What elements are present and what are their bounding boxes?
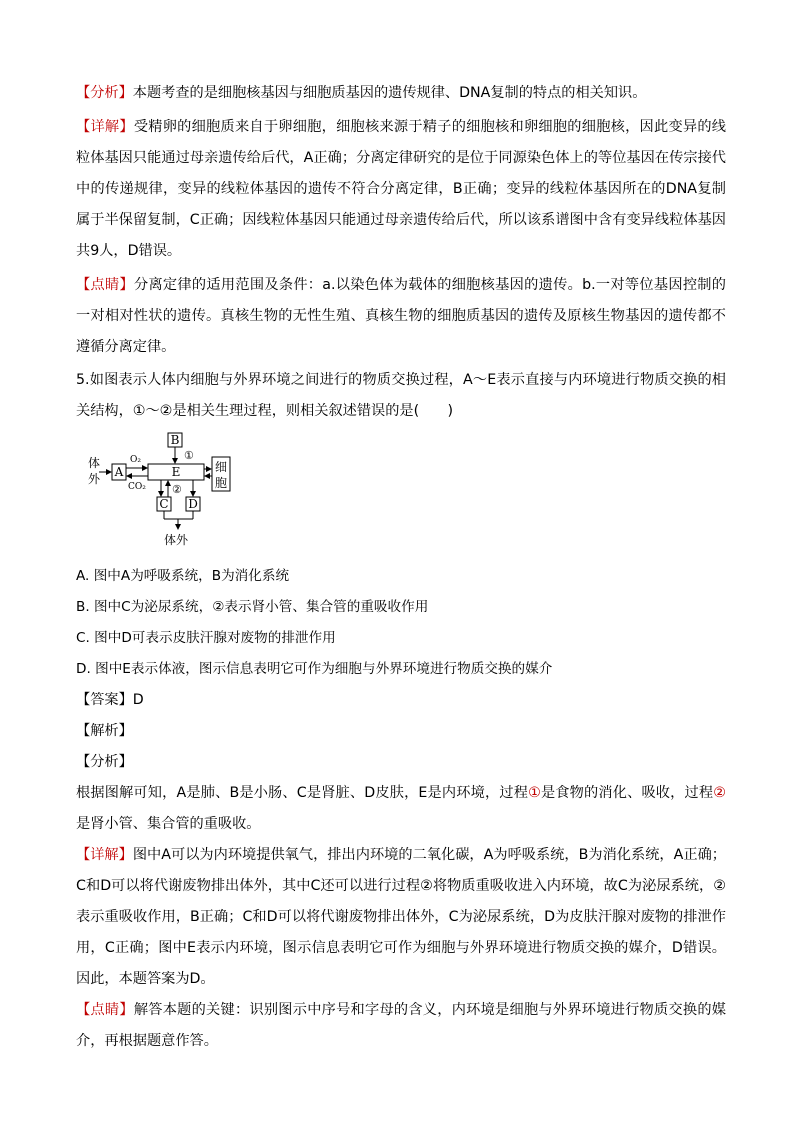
option-d: D. 图中E表示体液，图示信息表明它可作为细胞与外界环境进行物质交换的媒介 [76, 661, 553, 677]
analysis-paragraph-2 [76, 778, 726, 840]
explanation-heading: 【解析】 [76, 723, 133, 739]
exchange-diagram-svg [84, 431, 284, 559]
option-a: A. 图中A为呼吸系统，B为消化系统 [76, 568, 290, 584]
detail-paragraph-1 [76, 112, 726, 267]
label-ti: 体 [88, 456, 101, 470]
answer-line: 【答案】D [76, 692, 144, 708]
label-c: C [159, 497, 169, 511]
circle-1-ref: ① [528, 785, 541, 801]
key-point-text: 分离定律的适用范围及条件：a.以染色体为载体的细胞核基因的遗传。b.一对等位基因控制的一对相对性状的遗传。真核生物的无性生殖、真核生物的细胞质基因的遗传及原核生物基因的遗传都不遵循分离定律。 [76, 277, 726, 355]
key-point-tag-2: 【点睛】 [76, 1002, 134, 1018]
analysis-tag: 【分析】 [76, 85, 133, 101]
document-page [76, 78, 726, 1057]
key-point-paragraph-2 [76, 995, 726, 1057]
question-5-stem: 5.如图表示人体内细胞与外界环境之间进行的物质交换过程，A～E表示直接与内环境进行物质交换的相关结构，①～②是相关生理过程，则相关叙述错误的是( ) [76, 372, 726, 419]
label-o2: O₂ [130, 455, 141, 465]
label-xi: 细 [214, 460, 228, 474]
detail-tag-2: 【详解】 [76, 847, 133, 863]
label-bottom-outside: 体外 [164, 533, 189, 547]
analysis-text-part-3: 是肾小管、集合管的重吸收。 [76, 816, 261, 832]
label-wai: 外 [88, 472, 101, 486]
label-b: B [170, 433, 180, 447]
analysis-heading: 【分析】 [76, 754, 133, 770]
detail-text-2: 图中A可以为内环境提供氧气，排出内环境的二氧化碳，A为呼吸系统，B为消化系统，A正确；C和D可以将代谢废物排出体外，其中C还可以进行过程②将物质重吸收进入内环境，故C为泌尿系统，②表示重吸收作用，B正确；C和D可以将代谢废物排出体外，C为泌尿系统，D为皮肤汗腺对废物的排泄作用，C正确；图中E表示内环境，图示信息表明它可作为细胞与外界环境进行物质交换的媒介，D错误。因此，本题答案为D。 [76, 847, 726, 987]
label-circle-1: ① [184, 449, 194, 462]
key-point-tag: 【点睛】 [76, 277, 134, 293]
label-d: D [188, 497, 198, 511]
exchange-diagram [84, 431, 726, 559]
label-co2: CO₂ [128, 482, 146, 492]
detail-text: 受精卵的细胞质来自于卵细胞，细胞核来源于精子的细胞核和卵细胞的细胞核，因此变异的线粒体基因只能通过母亲遗传给后代，A正确；分离定律研究的是位于同源染色体上的等位基因在传宗接代中的传递规律，变异的线粒体基因的遗传不符合分离定律，B正确；变异的线粒体基因所在的DNA复制属于半保留复制，C正确；因线粒体基因只能通过母亲遗传给后代，所以该系谱图中含有变异线粒体基因共9人，D错误。 [76, 119, 726, 259]
analysis-paragraph-1 [76, 78, 726, 109]
key-point-text-2: 解答本题的关键：识别图示中序号和字母的含义，内环境是细胞与外界环境进行物质交换的媒介，再根据题意作答。 [76, 1002, 726, 1049]
label-bao: 胞 [214, 476, 228, 490]
option-b: B. 图中C为泌尿系统，②表示肾小管、集合管的重吸收作用 [76, 599, 429, 615]
analysis-text-part-2: 是食物的消化、吸收，过程 [540, 785, 714, 801]
option-c: C. 图中D可表示皮肤汗腺对废物的排泄作用 [76, 630, 336, 646]
circle-2-ref: ② [713, 785, 726, 801]
detail-paragraph-2 [76, 840, 726, 995]
label-a: A [114, 465, 124, 479]
analysis-text: 本题考查的是细胞核基因与细胞质基因的遗传规律、DNA复制的特点的相关知识。 [132, 85, 647, 101]
label-e: E [171, 465, 181, 479]
detail-tag: 【详解】 [76, 119, 134, 135]
key-point-paragraph-1 [76, 270, 726, 363]
analysis-text-part-1: 根据图解可知，A是肺、B是小肠、C是肾脏、D皮肤，E是内环境，过程 [76, 785, 529, 801]
label-circle-2: ② [172, 483, 182, 496]
